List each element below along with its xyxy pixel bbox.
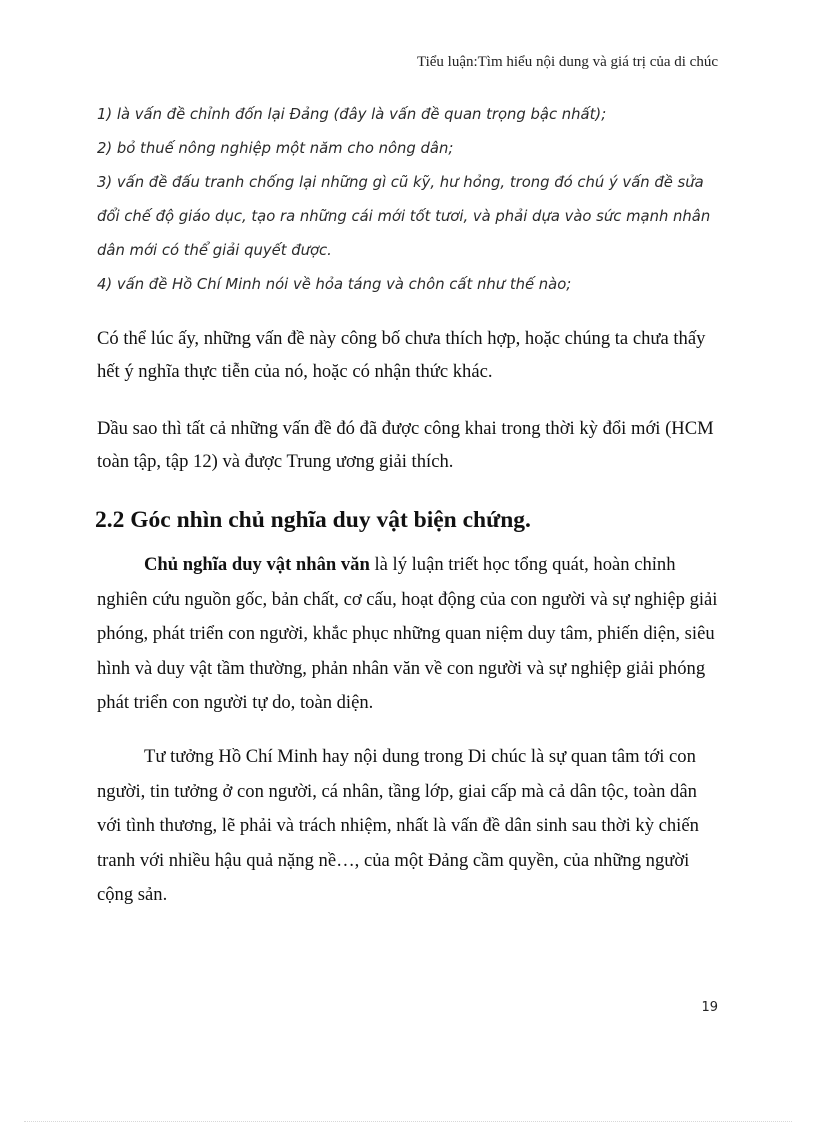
section-heading: 2.2 Góc nhìn chủ nghĩa duy vật biện chứng.: [95, 507, 531, 533]
text-segment: là lý luận triết học tổng quát, hoàn chỉnh: [369, 554, 676, 575]
paragraph-publication-note: [97, 412, 723, 478]
paragraph-timing-note: [97, 322, 723, 388]
running-header: Tiểu luận:Tìm hiểu nội dung và giá trị của di chúc: [416, 54, 718, 70]
text-line: Có thể lúc ấy, những vấn đề này công bố chưa thích hợp, hoặc chúng ta chưa thấy: [97, 328, 706, 349]
text-line: cộng sản.: [97, 884, 168, 905]
page-number: 19: [701, 1000, 718, 1015]
text-line: phóng, phát triển con người, khắc phục những quan niệm duy tâm, phiến diện, siêu: [97, 623, 715, 644]
list-item: 3) vấn đề đấu tranh chống lại những gì cũ kỹ, hư hỏng, trong đó chú ý vấn đề sửa: [97, 174, 704, 191]
italic-issue-list: [97, 98, 727, 302]
paragraph-ho-chi-minh-thought: [97, 740, 723, 913]
list-item: 2) bỏ thuế nông nghiệp một năm cho nông dân;: [97, 140, 454, 157]
bold-term: Chủ nghĩa duy vật nhân văn: [144, 554, 370, 575]
text-line: với tình thương, lẽ phải và trách nhiệm, nhất là vấn đề dân sinh sau thời kỳ chiến: [97, 815, 699, 836]
text-line: tranh với nhiều hậu quả nặng nề…, của một Đảng cầm quyền, của những người: [97, 849, 690, 871]
text-line: [97, 548, 723, 583]
paragraph-humanist-materialism: [97, 548, 723, 721]
list-item: 1) là vấn đề chỉnh đốn lại Đảng (đây là vấn đề quan trọng bậc nhất);: [97, 106, 607, 123]
text-line: hình và duy vật tầm thường, phản nhân văn về con người và sự nghiệp giải phóng: [97, 657, 706, 679]
text-line: nghiên cứu nguồn gốc, bản chất, cơ cấu, hoạt động của con người và sự nghiệp giải: [97, 588, 718, 610]
page-bottom-divider: [24, 1121, 792, 1122]
text-line: Tư tưởng Hồ Chí Minh hay nội dung trong Di chúc là sự quan tâm tới con: [144, 746, 696, 767]
list-item: dân mới có thể giải quyết được.: [97, 242, 332, 259]
text-line: phát triển con người tự do, toàn diện.: [97, 692, 374, 713]
list-item: 4) vấn đề Hồ Chí Minh nói về hỏa táng và chôn cất như thế nào;: [97, 276, 572, 293]
list-item: đổi chế độ giáo dục, tạo ra những cái mới tốt tươi, và phải dựa vào sức mạnh nhân: [97, 208, 711, 225]
text-line: toàn tập, tập 12) và được Trung ương giải thích.: [97, 451, 454, 472]
text-line: hết ý nghĩa thực tiễn của nó, hoặc có nhận thức khác.: [97, 361, 493, 382]
text-line: người, tin tưởng ở con người, cá nhân, tầng lớp, giai cấp mà cả dân tộc, toàn dân: [97, 780, 697, 802]
text-line: Dầu sao thì tất cả những vấn đề đó đã được công khai trong thời kỳ đổi mới (HCM: [97, 418, 714, 439]
